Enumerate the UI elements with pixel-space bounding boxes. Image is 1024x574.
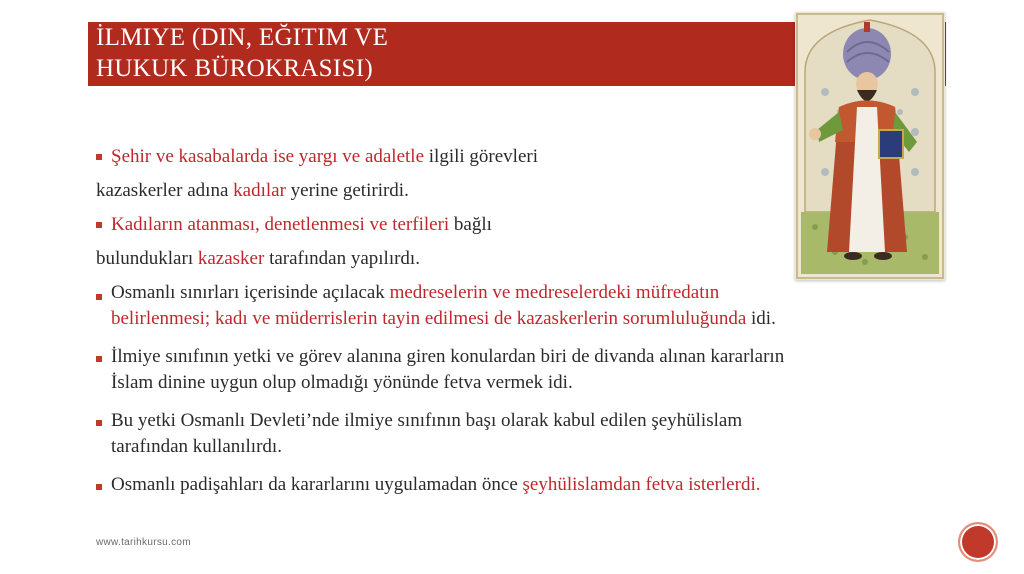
slide-body bbox=[96, 140, 966, 498]
text-line bbox=[111, 344, 966, 370]
text: idi. bbox=[746, 308, 776, 329]
text-line bbox=[111, 408, 966, 434]
bullet-marker bbox=[96, 294, 102, 300]
text-red: medreselerin ve medreselerdeki müfredatın bbox=[389, 282, 720, 303]
text: Osmanlı sınırları içerisinde açılacak bbox=[111, 282, 390, 303]
bullet-1 bbox=[96, 140, 966, 174]
text-red: Kadıların atanması, denetlenmesi ve terfileri bbox=[111, 214, 450, 235]
bullet-5 bbox=[96, 408, 966, 460]
text-line bbox=[111, 280, 966, 306]
text-line bbox=[111, 434, 966, 460]
title-line: İLMIYE (DIN, EĞITIM VE bbox=[96, 24, 389, 51]
bullet-2-cont bbox=[96, 242, 966, 276]
text: İlmiye sınıfının yetki ve görev alanına giren konulardan biri de divanda alınan kararların bbox=[111, 346, 785, 367]
footer-source: www.tarihkursu.com bbox=[96, 537, 191, 548]
bullet-6 bbox=[96, 472, 966, 498]
bullet-marker bbox=[96, 154, 102, 160]
text-red: kadılar bbox=[233, 180, 286, 201]
text-line bbox=[111, 472, 966, 498]
page-number-badge bbox=[958, 522, 998, 562]
text: yerine getirirdi. bbox=[285, 180, 409, 201]
title-line: HUKUK BÜROKRASISI) bbox=[96, 55, 373, 82]
text-line bbox=[111, 306, 966, 332]
text: bulundukları bbox=[96, 248, 198, 269]
bullet-marker bbox=[96, 356, 102, 362]
text-line bbox=[96, 174, 966, 208]
slide-title bbox=[96, 22, 656, 84]
text-red: şeyhülislamdan fetva isterlerdi. bbox=[522, 474, 761, 495]
text: bağlı bbox=[449, 214, 492, 235]
bullet-1-cont bbox=[96, 174, 966, 208]
text: kazaskerler adına bbox=[96, 180, 234, 201]
text-line bbox=[96, 242, 966, 276]
text: tarafından kullanılırdı. bbox=[111, 436, 282, 457]
text: tarafından yapılırdı. bbox=[264, 248, 420, 269]
text: ilgili görevleri bbox=[424, 146, 538, 167]
bullet-3 bbox=[96, 280, 966, 332]
text-red: kazasker bbox=[197, 248, 265, 269]
text: İslam dinine uygun olup olmadığı yönünde fetva vermek idi. bbox=[111, 372, 573, 393]
text-red: belirlenmesi; kadı ve müderrislerin tayin edilmesi de kazaskerlerin sorumluluğunda bbox=[111, 308, 747, 329]
text-line bbox=[111, 370, 966, 396]
bullet-2 bbox=[96, 208, 966, 242]
bullet-marker bbox=[96, 484, 102, 490]
text-red: Şehir ve kasabalarda ise yargı ve adaletle bbox=[111, 146, 425, 167]
bullet-marker bbox=[96, 420, 102, 426]
bullet-4 bbox=[96, 344, 966, 396]
text: Osmanlı padişahları da kararlarını uygulamadan önce bbox=[111, 474, 523, 495]
text: Bu yetki Osmanlı Devleti’nde ilmiye sınıfının başı olarak kabul edilen şeyhülislam bbox=[111, 410, 743, 431]
bullet-marker bbox=[96, 222, 102, 228]
text-line bbox=[111, 140, 966, 174]
text-line bbox=[111, 208, 966, 242]
